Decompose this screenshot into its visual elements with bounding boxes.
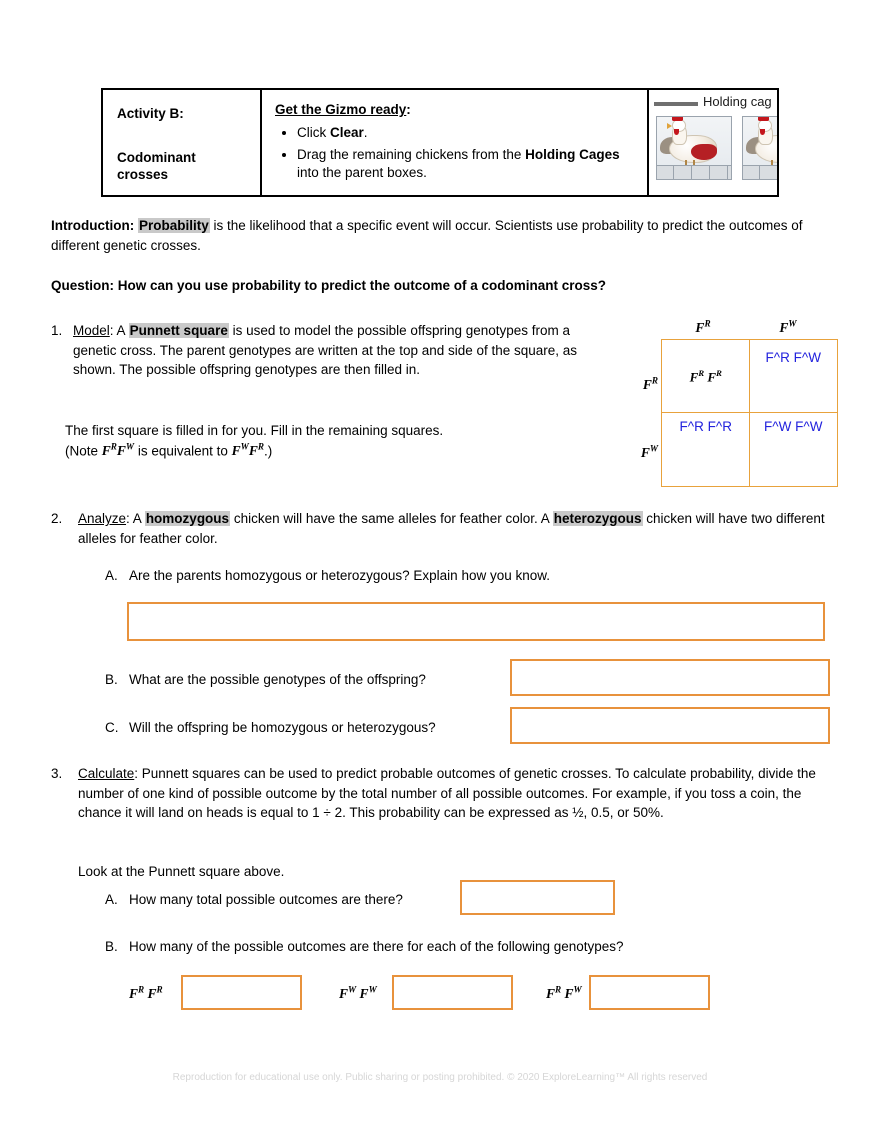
- answer-box-2c[interactable]: [510, 707, 830, 744]
- gizmo-ready-label: Get the Gizmo ready: [275, 102, 407, 117]
- fill-remaining-instruction: The first square is filled in for you. Fill in the remaining squares.: [65, 423, 444, 438]
- chicken-beak-icon: [667, 123, 672, 129]
- answer-box-3b-frfr[interactable]: [181, 975, 302, 1010]
- item-2-number: 2.: [51, 511, 63, 526]
- holding-cages-illustration: [649, 90, 777, 195]
- question-3a: [105, 890, 505, 910]
- step-text-bold: Holding Cages: [525, 147, 620, 163]
- punnett-column-header-1: $F^R$: [695, 318, 711, 335]
- activity-header-table: [101, 88, 779, 197]
- cage-floor: [742, 165, 777, 179]
- cage-floor: [656, 165, 732, 179]
- step-text-pre: Click: [297, 125, 330, 140]
- homozygous-highlight: homozygous: [145, 511, 230, 526]
- item-2-label: Analyze: [78, 511, 127, 526]
- callout-line: [654, 102, 698, 106]
- genotype-label-fwfw: $F^W$ $F^W$: [339, 984, 377, 1001]
- item-2-after-label: : A: [126, 511, 145, 526]
- item-3-number: 3.: [51, 766, 63, 781]
- genotype-label-frfr: $F^R$ $F^R$: [129, 984, 163, 1001]
- item-1-number: 1.: [51, 323, 63, 338]
- question-2b: [105, 670, 505, 690]
- activity-title-cell: [103, 90, 262, 195]
- item-2-mid: chicken will have the same alleles for feather color. A: [230, 511, 553, 526]
- item-1-label: Model: [73, 323, 110, 338]
- activity-subtitle-line2: crosses: [117, 167, 169, 183]
- note-genotype-2: $F^WF^R$: [231, 441, 264, 459]
- question-2c-letter: C.: [105, 720, 119, 735]
- activity-title: Activity B:: [117, 106, 184, 121]
- item-3-calculate: [51, 764, 841, 823]
- note-post: .): [263, 443, 273, 459]
- activity-subtitle-line1: Codominant: [117, 150, 196, 165]
- equivalence-note: [65, 441, 605, 461]
- gizmo-ready-heading: [275, 102, 637, 117]
- punnett-square: [628, 318, 838, 490]
- punnett-cell-3[interactable]: F^R F^R: [661, 412, 750, 487]
- question-3a-text: How many total possible outcomes are there?: [129, 892, 403, 907]
- question-3b-letter: B.: [105, 939, 118, 954]
- note-pre: (Note: [65, 443, 102, 459]
- holding-cage-left: [656, 116, 732, 180]
- answer-box-3a[interactable]: [460, 880, 615, 915]
- question-2a-text: Are the parents homozygous or heterozygous? Explain how you know.: [129, 568, 550, 583]
- step-text-bold: Clear: [330, 125, 364, 140]
- item-2-end: chicken will have two different alleles for feather color.: [78, 511, 825, 546]
- item-2-analyze: [51, 509, 841, 548]
- question-2c: [105, 718, 505, 738]
- look-at-punnett-instruction: Look at the Punnett square above.: [78, 864, 285, 879]
- copyright-footer: Reproduction for educational use only. Public sharing or posting prohibited. © 2020 ExploreLearning™ All rights reserved: [172, 1072, 708, 1083]
- punnett-cell-2[interactable]: F^R F^W: [749, 339, 838, 414]
- answer-box-3b-frfw[interactable]: [589, 975, 710, 1010]
- item-1-body: is used to model the possible offspring genotypes from a genetic cross. The parent genotypes are written at the top and side of the square, as shown. The possible offspring genotypes are then filled in.: [73, 323, 578, 378]
- gizmo-ready-colon: :: [406, 102, 411, 117]
- item-1-after-label: : A: [109, 323, 129, 338]
- gizmo-step-item: [297, 124, 637, 142]
- introduction-lead: Introduction:: [51, 218, 138, 233]
- question-3b-text: How many of the possible outcomes are there for each of the following genotypes?: [129, 939, 624, 954]
- step-text-post: into the parent boxes.: [297, 165, 427, 181]
- holding-cage-right: [742, 116, 777, 180]
- heterozygous-highlight: heterozygous: [553, 511, 642, 526]
- question-2a-letter: A.: [105, 568, 118, 583]
- gizmo-step-item: [297, 146, 637, 182]
- activity-subtitle: [117, 149, 260, 184]
- chicken-wattle-icon: [760, 129, 765, 135]
- answer-box-2a[interactable]: [127, 602, 825, 641]
- question-paragraph: Question: How can you use probability to predict the outcome of a codominant cross?: [51, 278, 607, 293]
- punnett-row-header-1: $F^R$: [642, 375, 658, 392]
- punnett-row-header-2: $F^W$: [640, 443, 658, 460]
- punnett-column-header-2: $F^W$: [779, 318, 797, 335]
- chicken-comb-icon: [758, 116, 769, 121]
- question-3b: [105, 937, 805, 957]
- answer-box-3b-fwfw[interactable]: [392, 975, 513, 1010]
- introduction-body: is the likelihood that a specific event will occur. Scientists use probability to predict the outcomes of different genetic crosses.: [51, 218, 803, 253]
- probability-highlight: Probability: [138, 218, 209, 233]
- question-2b-letter: B.: [105, 672, 118, 687]
- chicken-comb-icon: [672, 116, 683, 121]
- question-2a: [105, 566, 805, 586]
- question-3a-letter: A.: [105, 892, 118, 907]
- item-3-label: Calculate: [78, 766, 135, 781]
- item-3-body: : Punnett squares can be used to predict probable outcomes of genetic crosses. To calculate probability, divide the number of one kind of possible outcome by the total number of all possible outcomes. For example, if you toss a coin, the chance it will land on heads is equal to 1 ÷ 2. This probability can be expressed as ½, 0.5, or 50%.: [78, 766, 816, 821]
- holding-cage-label: Holding cag: [703, 94, 772, 109]
- gizmo-steps-cell: [262, 90, 649, 195]
- punnett-grid: [662, 340, 837, 486]
- item-1-instructions: [65, 421, 605, 461]
- answer-box-2b[interactable]: [510, 659, 830, 696]
- item-1-model: [51, 321, 611, 380]
- question-2c-text: Will the offspring be homozygous or heterozygous?: [129, 720, 436, 735]
- chicken-wattle-icon: [674, 129, 679, 135]
- step-text-post: .: [363, 125, 368, 140]
- punnett-cell-4[interactable]: F^W F^W: [749, 412, 838, 487]
- punnett-square-highlight: Punnett square: [129, 323, 228, 338]
- gizmo-steps-list: [275, 124, 637, 183]
- question-2b-text: What are the possible genotypes of the offspring?: [129, 672, 426, 687]
- note-genotype-1: $F^RF^W$: [101, 441, 135, 459]
- introduction-paragraph: [51, 216, 841, 255]
- step-text-pre: Drag the remaining chickens from the: [297, 147, 526, 163]
- genotype-label-frfw: $F^R$ $F^W$: [546, 984, 582, 1001]
- note-mid: is equivalent to: [134, 443, 232, 459]
- chicken-breast-icon: [691, 144, 717, 160]
- holding-cages-image-cell: [649, 90, 777, 195]
- punnett-cell-1[interactable]: $F^R$ $F^R$: [661, 339, 750, 414]
